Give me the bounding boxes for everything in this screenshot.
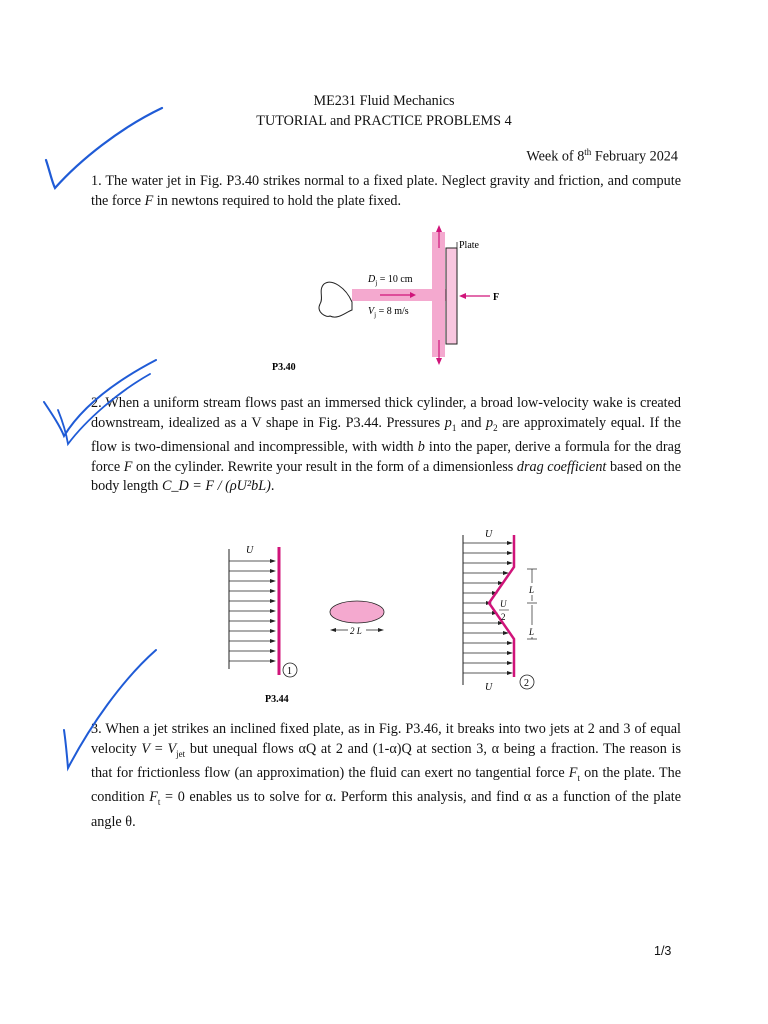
force-label: F <box>493 292 500 303</box>
plate-label: Plate <box>459 240 479 251</box>
station-1-label: 1 <box>287 666 292 677</box>
u-half-denominator: 2 <box>501 612 506 622</box>
vj-label: $V_j = 8$ m/s <box>368 306 409 319</box>
station-2-label: 2 <box>524 678 529 689</box>
problem-1 <box>91 172 681 211</box>
nozzle-icon <box>319 282 352 317</box>
dim-arrow-left <box>330 628 336 632</box>
p2-symbol: p <box>486 414 494 431</box>
dj-label: $D_j = 10$ cm <box>368 274 413 287</box>
split-flow <box>432 232 445 357</box>
problem-2-text-4: into the paper, derive a formula for the drag force <box>91 439 681 475</box>
p1-sub: 1 <box>451 422 457 433</box>
problem-3-text-1: 3. When a jet strikes an inclined fixed plate, as in Fig. P3.46, it breaks into two jets at 2 and 3 of equal velocity <box>91 721 681 757</box>
figure-p3-44 <box>0 525 768 705</box>
p2-sub: 2 <box>493 422 498 433</box>
l-upper-label: L <box>529 585 535 595</box>
problem-3 <box>91 720 681 832</box>
plate <box>446 248 457 344</box>
force-arrowhead <box>459 293 466 299</box>
ft-symbol: F <box>568 765 578 782</box>
F-symbol: F <box>123 458 133 475</box>
u-bottom-label: U <box>485 682 493 693</box>
problem-2 <box>91 394 681 497</box>
u-left-label: U <box>246 545 254 556</box>
problem-3-text-3: but unequal flows αQ at 2 and (1-α)Q at section 3, α being a fraction. The reason is that for frictionless flow (an approximation) the fluid can exert no tangential force <box>91 740 681 782</box>
left-velocity-arrows <box>229 561 272 661</box>
course-title: ME231 Fluid Mechanics <box>313 93 455 109</box>
ft-sub: t <box>577 772 580 783</box>
problem-2-text-2: and <box>456 414 487 431</box>
problem-2-text-7: . <box>270 478 275 495</box>
week-line <box>526 143 678 167</box>
up-arrowhead <box>436 225 442 232</box>
v-symbol: V <box>141 740 151 757</box>
vjet-symbol: V <box>167 740 177 757</box>
b-symbol: b <box>417 439 425 456</box>
figure-p3-40 <box>0 220 768 390</box>
ft2-symbol: F <box>149 789 158 806</box>
cylinder <box>330 601 384 623</box>
l-lower-label: L <box>529 627 535 637</box>
problem-3-text-4: on the plate. The condition <box>91 765 681 806</box>
u-half-numerator: U <box>500 599 507 609</box>
u-top-label: U <box>485 529 493 540</box>
tutorial-title: TUTORIAL and PRACTICE PROBLEMS 4 <box>256 113 512 129</box>
dim-arrow-right <box>378 628 384 632</box>
cylinder-length-label: 2 L <box>350 626 362 636</box>
problem-1-tail: in newtons required to hold the plate fixed. <box>153 192 402 209</box>
vjet-sub: jet <box>176 748 186 759</box>
problem-1-var: F <box>144 192 154 209</box>
drag-coefficient-term: drag coefficient <box>516 458 607 475</box>
p1-symbol: p <box>444 414 452 431</box>
problem-2-text-3: are approximately equal. If the flow is two-dimensional and incompressible, with width <box>91 414 681 456</box>
drag-coefficient-formula: C_D = F / (ρU²bL) <box>161 478 271 495</box>
week-prefix: Week of 8 <box>526 148 585 165</box>
left-arrowheads <box>270 559 276 663</box>
page-number: 1/3 <box>654 944 672 958</box>
ft2-sub: t <box>157 797 161 808</box>
problem-3-text-5: = 0 enables us to solve for α. Perform this analysis, and find α as a function of the plate angle θ. <box>91 789 682 830</box>
week-sup: th <box>584 147 592 157</box>
fig-p3-40-caption: P3.40 <box>272 362 296 373</box>
down-arrowhead <box>436 358 442 365</box>
problem-2-text-5: on the cylinder. Rewrite your result in the form of a dimensionless <box>132 458 517 475</box>
problem-1-lead: 1. The water jet in Fig. P3.40 strikes normal to a fixed plate. Neglect gravity and friction, and compute the force <box>91 173 681 209</box>
week-suffix: February 2024 <box>591 148 678 165</box>
problem-2-text-1: 2. When a uniform stream flows past an immersed thick cylinder, a broad low-velocity wake is created downstream, idealized as a V shape in Fig. P3.44. Pressures <box>91 395 681 431</box>
problem-3-text-2: = <box>150 740 168 757</box>
problem-2-text-6: based on the body length <box>91 458 682 495</box>
fig-p3-44-caption: P3.44 <box>265 694 289 705</box>
